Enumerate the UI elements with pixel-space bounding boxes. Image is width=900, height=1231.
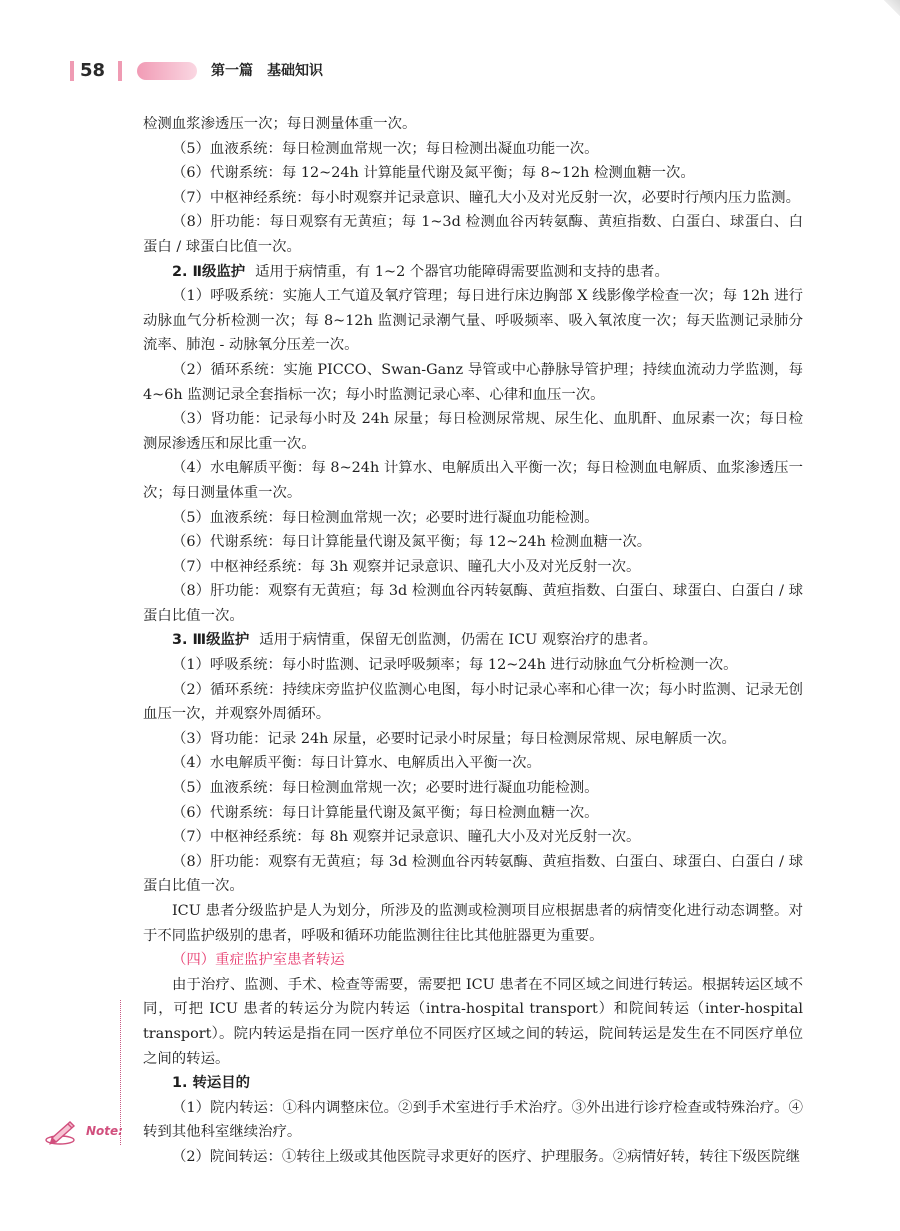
paragraph: （1）呼吸系统：每小时监测、记录呼吸频率；每 12~24h 进行动脉血气分析检测一次。 <box>172 657 738 674</box>
paragraph: （4）水电解质平衡：每日计算水、电解质出入平衡一次。 <box>172 755 541 772</box>
header-pill-decoration <box>137 62 197 80</box>
paragraph: （8）肝功能：观察有无黄疸；每 3d 检测血谷丙转氨酶、黄疸指数、白蛋白、球蛋白、白蛋白 / 球蛋白比值一次。 <box>143 853 803 895</box>
body-text <box>143 112 803 1170</box>
subheading: 1. 转运目的 <box>172 1075 251 1092</box>
section-title: （四）重症监护室患者转运 <box>172 952 345 969</box>
page-header <box>0 58 900 84</box>
page-corner-fold <box>884 0 900 16</box>
page-number: 58 <box>80 60 106 81</box>
paragraph: （5）血液系统：每日检测血常规一次；每日检测出凝血功能一次。 <box>172 140 599 157</box>
level-2-heading <box>143 260 803 285</box>
chapter-title: 第一篇 基础知识 <box>211 63 323 79</box>
paragraph: （4）水电解质平衡：每 8~24h 计算水、电解质出入平衡一次；每日检测血电解质、血浆渗透压一次；每日测量体重一次。 <box>143 460 803 501</box>
paragraph: （3）肾功能：记录每小时及 24h 尿量；每日检测尿常规、尿生化、血肌酐、血尿素一次；每日检测尿渗透压和尿比重一次。 <box>143 411 803 452</box>
paragraph: （5）血液系统：每日检测血常规一次；必要时进行凝血功能检测。 <box>172 509 599 526</box>
heading-label: 3. Ⅲ级监护 <box>172 632 250 649</box>
paragraph: （5）血液系统：每日检测血常规一次；必要时进行凝血功能检测。 <box>172 780 599 797</box>
paragraph: （1）院内转运：①科内调整床位。②到手术室进行手术治疗。③外出进行诊疗检查或特殊治疗。④转到其他科室继续治疗。 <box>143 1099 803 1141</box>
heading-label: 2. Ⅱ级监护 <box>172 263 246 280</box>
paragraph: （2）院间转运：①转往上级或其他医院寻求更好的医疗、护理服务。②病情好转，转往下级医院继 <box>172 1148 800 1165</box>
paragraph: （8）肝功能：每日观察有无黄疸；每 1~3d 检测血谷丙转氨酶、黄疸指数、白蛋白、球蛋白、白蛋白 / 球蛋白比值一次。 <box>143 214 803 255</box>
paragraph: （2）循环系统：持续床旁监护仪监测心电图，每小时记录心率和心律一次；每小时监测、记录无创血压一次，并观察外周循环。 <box>143 681 803 723</box>
paragraph: （7）中枢神经系统：每小时观察并记录意识、瞳孔大小及对光反射一次，必要时行颅内压力监测。 <box>172 189 800 206</box>
paragraph: （7）中枢神经系统：每 8h 观察并记录意识、瞳孔大小及对光反射一次。 <box>172 829 641 846</box>
paragraph: （3）肾功能：记录 24h 尿量，必要时记录小时尿量；每日检测尿常规、尿电解质一次。 <box>172 730 736 747</box>
paragraph: 检测血浆渗透压一次；每日测量体重一次。 <box>143 116 417 132</box>
paragraph: （7）中枢神经系统：每 3h 观察并记录意识、瞳孔大小及对光反射一次。 <box>172 558 641 575</box>
heading-text: 适用于病情重，有 1~2 个器官功能障碍需要监测和支持的患者。 <box>255 263 669 280</box>
note-label: Note: <box>86 1124 123 1138</box>
paragraph: （6）代谢系统：每日计算能量代谢及氮平衡；每日检测血糖一次。 <box>172 804 599 821</box>
header-bar-left <box>70 61 74 81</box>
heading-text: 适用于病情重，保留无创监测，仍需在 ICU 观察治疗的患者。 <box>259 632 658 649</box>
paragraph: （8）肝功能：观察有无黄疸；每 3d 检测血谷丙转氨酶、黄疸指数、白蛋白、球蛋白、白蛋白 / 球蛋白比值一次。 <box>143 583 803 624</box>
paragraph: 由于治疗、监测、手术、检查等需要，需要把 ICU 患者在不同区域之间进行转运。根据转运区域不同，可把 ICU 患者的转运分为院内转运（intra-hospital transport）和院间转运（inter-hospital transport）。院内转运是指在同一医疗单位不同医疗区域之间的转运，院间转运是发生在不同医疗单位之间的转运。 <box>143 976 803 1067</box>
paragraph: （6）代谢系统：每日计算能量代谢及氮平衡；每 12~24h 检测血糖一次。 <box>172 534 652 551</box>
paragraph: （6）代谢系统：每 12~24h 计算能量代谢及氮平衡；每 8~12h 检测血糖一次。 <box>172 165 695 182</box>
pencil-icon <box>44 1118 80 1148</box>
header-bar-middle <box>118 61 122 81</box>
paragraph: （1）呼吸系统：实施人工气道及氧疗管理；每日进行床边胸部 X 线影像学检查一次；每 12h 进行动脉血气分析检测一次；每 8~12h 监测记录潮气量、呼吸频率、吸入氧浓度一次；每天监测记录肺分流率、肺泡 - 动脉氧分压差一次。 <box>143 288 803 354</box>
level-3-heading <box>143 628 803 653</box>
paragraph: ICU 患者分级监护是人为划分，所涉及的监测或检测项目应根据患者的病情变化进行动态调整。对于不同监护级别的患者，呼吸和循环功能监测往往比其他脏器更为重要。 <box>143 903 803 944</box>
paragraph: （2）循环系统：实施 PICCO、Swan-Ganz 导管或中心静脉导管护理；持续血流动力学监测，每 4~6h 监测记录全套指标一次；每小时监测记录心率、心律和血压一次。 <box>143 361 803 403</box>
